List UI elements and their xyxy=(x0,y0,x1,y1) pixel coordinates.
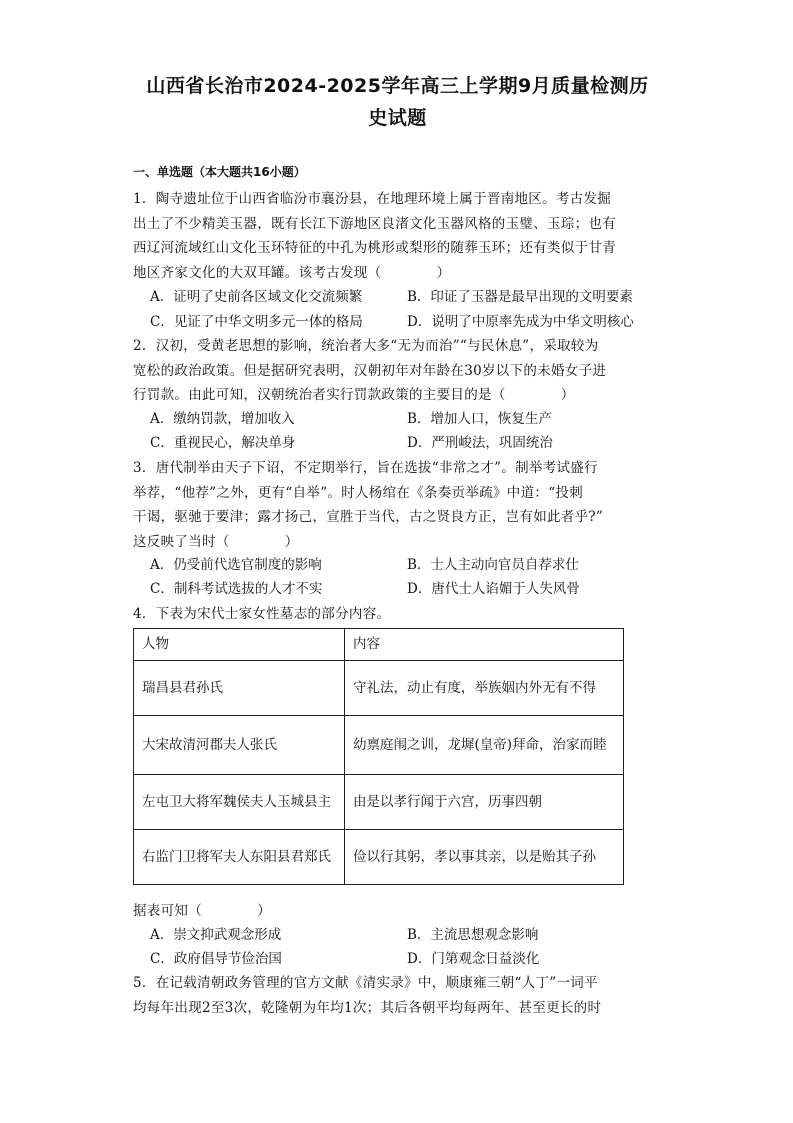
q4-option-d: D．门第观念日益淡化 xyxy=(407,951,540,967)
table-row xyxy=(134,716,624,775)
table-cell-person: 左屯卫大将军魏侯夫人玉城县主 xyxy=(134,775,345,830)
table-cell-content: 幼禀庭闱之训，龙墀(皇帝)拜命，治家而睦 xyxy=(345,716,624,775)
q2-option-b: B．增加人口，恢复生产 xyxy=(407,411,552,427)
q1-option-b: B．印证了玉器是最早出现的文明要素 xyxy=(407,289,633,305)
title-line-1: 山西省长治市2024-2025学年高三上学期9月质量检测历 xyxy=(146,75,649,97)
section-heading: 一、单选题（本大题共16小题） xyxy=(133,165,306,179)
q1-option-c: C．见证了中华文明多元一体的格局 xyxy=(150,314,363,330)
question-line: 干谒，驱驰于要津；露才扬己，宣胜于当代，古之贤良方正，岂有如此者乎?” xyxy=(133,509,604,525)
q3-option-c: C．制科考试选拔的人才不实 xyxy=(150,581,323,597)
question-line: 西辽河流域红山文化玉环特征的中孔为桃形或梨形的随葬玉环；还有类似于甘青 xyxy=(133,240,616,256)
question-line: 行罚款。由此可知，汉朝统治者实行罚款政策的主要目的是（ ） xyxy=(133,387,575,403)
q3-option-b: B．士人主动向官员自荐求仕 xyxy=(407,557,579,573)
title-line-2: 史试题 xyxy=(368,107,427,129)
question-line: 地区齐家文化的大双耳罐。该考古发现（ ） xyxy=(133,264,451,281)
table-header-row xyxy=(134,629,624,661)
table-header-cell: 内容 xyxy=(345,629,624,661)
q2-option-d: D．严刑峻法，巩固统治 xyxy=(407,435,553,451)
table-row xyxy=(134,775,624,830)
table-header-cell: 人物 xyxy=(134,629,345,661)
table-cell-content: 由是以孝行闻于六宫，历事四朝 xyxy=(345,775,624,830)
question-line: 1．陶寺遗址位于山西省临汾市襄汾县，在地理环境上属于晋南地区。考古发掘 xyxy=(133,191,612,207)
question-line: 宽松的政治政策。但是据研究表明，汉朝初年对年龄在30岁以下的未婚女子进 xyxy=(133,362,607,379)
question-line: 5．在记载清朝政务管理的官方文献《清实录》中，顺康雍三朝“人丁”一词平 xyxy=(133,975,598,991)
question-5-stem xyxy=(133,971,665,1020)
question-line: 这反映了当时（ ） xyxy=(133,533,299,550)
q4-option-a: A．崇文抑武观念形成 xyxy=(150,927,282,943)
question-line: 举荐，“他荐”之外，更有“自举”。时人杨绾在《条奏贡举疏》中道：“投刺 xyxy=(133,484,584,501)
table-cell-person: 右监门卫将军夫人东阳县君郑氏 xyxy=(134,830,345,885)
table-cell-person: 大宋故清河郡夫人张氏 xyxy=(134,716,345,775)
q4-option-c: C．政府倡导节俭治国 xyxy=(150,951,282,967)
tomb-inscription-table xyxy=(133,628,624,885)
table-cell-person: 瑞昌县君孙氏 xyxy=(134,661,345,716)
q4-option-b: B．主流思想观念影响 xyxy=(407,927,539,943)
q3-option-d: D．唐代士人谄媚于人失风骨 xyxy=(407,581,580,597)
question-line: 均每年出现2至3次，乾隆朝为年均1次；其后各朝平均每两年、甚至更长的时 xyxy=(133,999,602,1016)
question-4-stem-end: 据表可知（ ） xyxy=(133,903,271,919)
question-3-stem xyxy=(133,456,665,554)
q3-option-a: A．仍受前代选官制度的影响 xyxy=(150,557,322,573)
table-row xyxy=(134,661,624,716)
q1-option-a: A．证明了史前各区域文化交流频繁 xyxy=(150,289,363,305)
question-2-stem xyxy=(133,334,665,408)
table-row xyxy=(134,830,624,885)
question-line: 2．汉初，受黄老思想的影响，统治者大多“无为而治”“与民休息”，采取较为 xyxy=(133,338,599,354)
q2-option-c: C．重视民心，解决单身 xyxy=(150,435,296,451)
q1-option-d: D．说明了中原率先成为中华文明核心 xyxy=(407,314,634,330)
question-line: 3．唐代制举由天子下诏，不定期举行，旨在选拔“非常之才”。制举考试盛行 xyxy=(133,460,598,476)
question-line: 出土了不少精美玉器，既有长江下游地区良渚文化玉器风格的玉璧、玉琮；也有 xyxy=(133,215,616,232)
question-4-intro: 4．下表为宋代士家女性墓志的部分内容。 xyxy=(133,606,391,622)
table-cell-content: 俭以行其躬，孝以事其亲，以是贻其子孙 xyxy=(345,830,624,885)
table-cell-content: 守礼法，动止有度，举族姻内外无有不得 xyxy=(345,661,624,716)
question-1-stem xyxy=(133,187,665,285)
q2-option-a: A．缴纳罚款，增加收入 xyxy=(150,411,295,427)
page-title xyxy=(120,70,675,134)
